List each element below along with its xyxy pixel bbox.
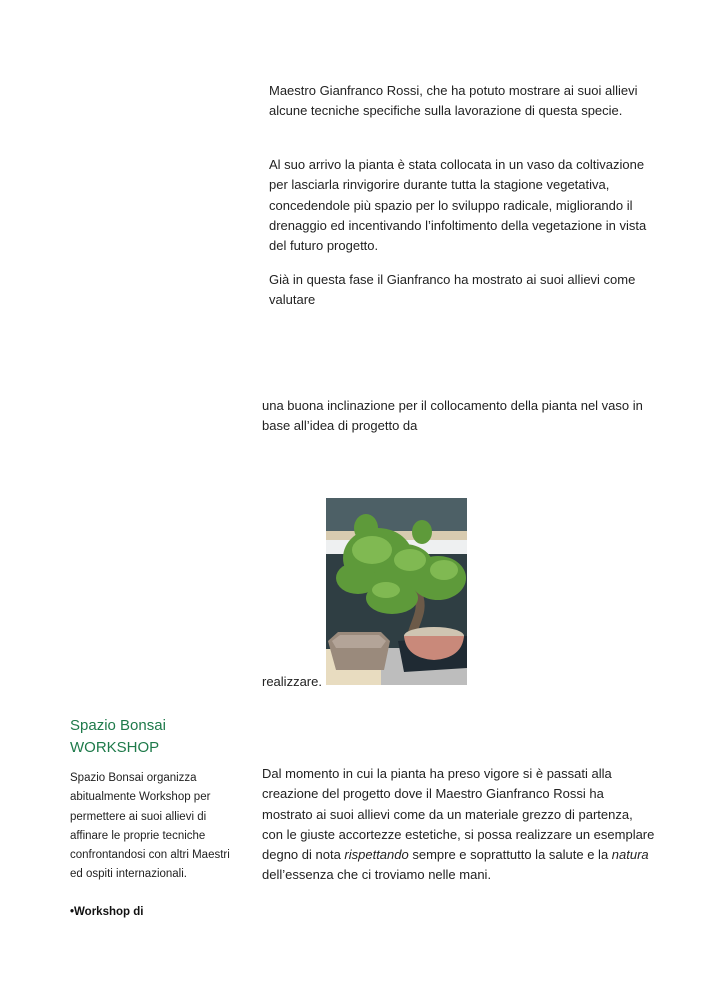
photo-tarp-top xyxy=(326,498,467,531)
article-paragraph-1: Maestro Gianfranco Rossi, che ha potuto mostrare ai suoi allievi alcune tecniche specifiche sulla lavorazione di questa specie. xyxy=(269,83,638,119)
sidebar-heading-line-2: WORKSHOP xyxy=(70,739,160,756)
article-paragraph-4: una buona inclinazione per il collocamento della pianta nel vaso in base all’idea di progetto da xyxy=(262,398,643,434)
p6-emphasis-rispettando: rispettando xyxy=(344,847,409,863)
article-paragraph-6 xyxy=(262,764,657,886)
p6-emphasis-natura: natura xyxy=(611,847,649,863)
article-paragraph-2: Al suo arrivo la pianta è stata collocata in un vaso da coltivazione per lasciarla rinvigorire durante tutta la stagione vegetativa, concedendole più spazio per lo sviluppo radicale, migliorando il drenaggio ed incentivando l’infoltimento della vegetazione in vista del futuro progetto. xyxy=(269,157,647,254)
article-paragraph-5: realizzare. xyxy=(262,674,322,689)
p6-text-3: dell’essenza che ci troviamo nelle mani. xyxy=(262,867,492,883)
sidebar-text: Spazio Bonsai organizza abitualmente Workshop per permettere ai suoi allievi di affinare le proprie tecniche confrontandosi con altri Maestri ed ospiti internazionali. xyxy=(70,772,230,881)
p6-text-2: sempre e soprattutto la salute e la xyxy=(408,847,612,863)
sidebar-bullet-item: •Workshop di xyxy=(70,906,144,918)
p6-text-1: Dal momento in cui la pianta ha preso vigore si è passati alla creazione del progetto dove il Maestro Gianfranco Rossi ha mostrato ai suoi allievi come da un materiale grezzo di partenza, con le giuste accortezze estetiche, si possa realizzare un esemplare degno di nota xyxy=(262,766,655,863)
bonsai-photo xyxy=(326,498,467,685)
sidebar-heading-line-1: Spazio Bonsai xyxy=(70,717,166,734)
sidebar-heading xyxy=(70,715,240,759)
article-paragraph-3: Già in questa fase il Gianfranco ha mostrato ai suoi allievi come valutare xyxy=(269,272,636,308)
